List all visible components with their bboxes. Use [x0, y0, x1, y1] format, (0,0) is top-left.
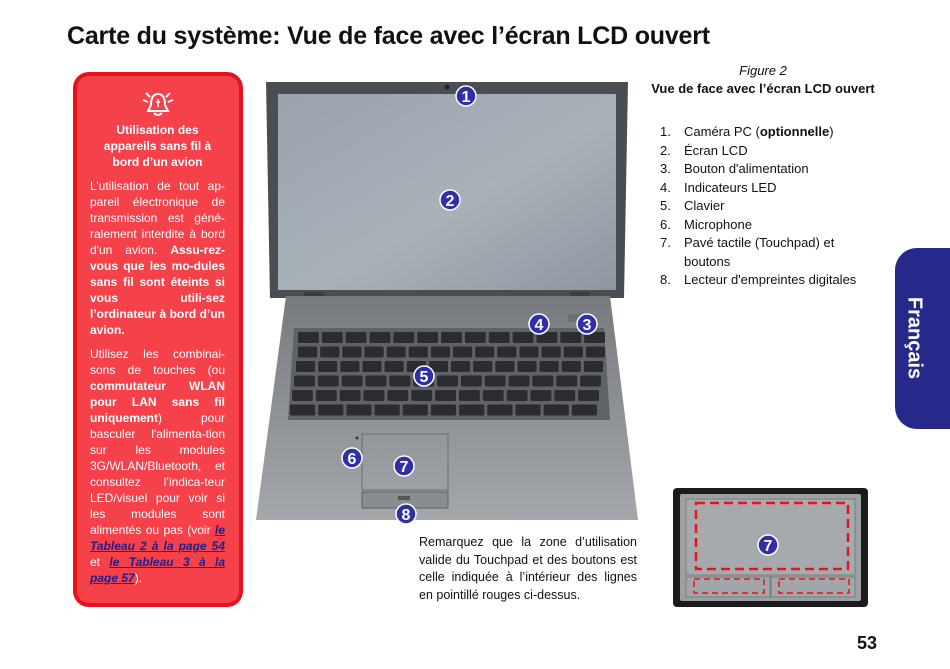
keyboard-key: [294, 376, 315, 387]
keyboard-key: [507, 390, 528, 401]
warning-paragraph-1: [90, 178, 225, 338]
component-label-text: Bouton d'alimentation: [684, 161, 809, 176]
component-label-bold: optionnelle: [759, 124, 830, 139]
keyboard-key: [364, 347, 383, 358]
callout-number: 8: [401, 507, 411, 524]
keyboard-key: [417, 332, 438, 343]
figure-caption: [650, 62, 876, 98]
figure-title: Vue de face avec l’écran LCD ouvert: [651, 81, 875, 96]
component-number: 7.: [660, 235, 671, 250]
keyboard-key: [320, 347, 339, 358]
keyboard-key: [465, 332, 486, 343]
keyboard-key: [459, 390, 480, 401]
component-number: 1.: [660, 124, 671, 139]
microphone-hole: [356, 437, 359, 440]
keyboard-key: [461, 376, 482, 387]
component-label: [684, 123, 834, 142]
keyboard-key: [580, 376, 601, 387]
keyboard-key: [366, 376, 387, 387]
touchpad-left-button: [686, 577, 770, 597]
callout-number: 1: [461, 89, 471, 106]
keyboard-key: [411, 390, 432, 401]
keyboard-key: [519, 347, 538, 358]
callout-number: 2: [445, 193, 455, 210]
keyboard-key: [342, 347, 361, 358]
keyboard-key: [316, 390, 337, 401]
component-label-text: Lecteur d'empreintes digitales: [684, 272, 857, 287]
keyboard-key: [340, 390, 361, 401]
keyboard-key: [346, 332, 367, 343]
laptop-front-image: [252, 74, 644, 526]
keyboard-key: [517, 361, 536, 372]
component-label-text: Microphone: [684, 216, 752, 232]
keyboard-key: [473, 361, 492, 372]
warning-box: [73, 72, 243, 607]
callout-number: 7: [763, 538, 773, 555]
keyboard-key: [530, 390, 551, 401]
keyboard-key: [290, 405, 315, 416]
component-label: [684, 142, 748, 161]
keyboard-key: [584, 361, 603, 372]
component-number: 5.: [660, 198, 671, 213]
component-number: 4.: [660, 179, 671, 195]
keyboard-key: [540, 361, 559, 372]
component-label-text: Clavier: [684, 198, 725, 213]
keyboard-key: [489, 332, 510, 343]
touchpad-inset-image: [672, 487, 869, 608]
keyboard-key: [513, 332, 534, 343]
callout-number: 6: [347, 451, 357, 468]
component-label-text: Caméra PC (: [684, 124, 760, 139]
keyboard-key: [560, 332, 581, 343]
keyboard-key: [495, 361, 514, 372]
component-label: [684, 216, 752, 235]
keyboard-key: [370, 332, 391, 343]
keyboard-key: [572, 405, 597, 416]
keyboard-key: [362, 361, 381, 372]
component-list-item: [660, 160, 870, 179]
component-label: [684, 197, 724, 216]
keyboard-key: [409, 347, 428, 358]
keyboard-key: [318, 405, 343, 416]
component-number: 8.: [660, 272, 671, 287]
keyboard-key: [375, 405, 400, 416]
fingerprint-reader: [398, 496, 410, 500]
component-label: [684, 160, 809, 179]
keyboard-key: [298, 347, 317, 358]
keyboard-key: [453, 347, 472, 358]
keyboard-key: [485, 376, 506, 387]
keyboard-key: [578, 390, 599, 401]
warning-text: ).: [134, 571, 143, 585]
keyboard-key: [387, 347, 406, 358]
warning-text: ) pour basculer l'alimenta-tion sur les modules 3G/WLAN/Bluetooth, et consultez l’indica-teur LED/visuel pour voir si les modules sont alimentés ou pas (voir: [90, 411, 225, 537]
warning-paragraph-2: [90, 346, 225, 586]
component-label: [684, 179, 777, 198]
keyboard-key: [475, 347, 494, 358]
keyboard-key: [431, 347, 450, 358]
component-list-item: [660, 123, 870, 142]
keyboard-key: [385, 361, 404, 372]
keyboard-key: [437, 376, 458, 387]
keyboard-key: [364, 390, 385, 401]
keyboard-key: [403, 405, 428, 416]
touchpad-right-button: [771, 577, 855, 597]
keyboard-key: [342, 376, 363, 387]
keyboard-key: [586, 347, 605, 358]
figure-number: Figure 2: [739, 63, 787, 78]
warning-bold-text: commutateur WLAN pour LAN sans fil uniquement: [90, 379, 225, 425]
table-reference-link[interactable]: le Tableau 3 à la page 57: [90, 555, 225, 585]
table-reference-link[interactable]: le Tableau 2 à la page 54: [90, 523, 225, 553]
component-list-item: [660, 179, 870, 198]
keyboard-key: [564, 347, 583, 358]
keyboard-key: [296, 361, 315, 372]
keyboard-key: [554, 390, 575, 401]
page-number: 53: [857, 633, 878, 653]
keyboard-key: [509, 376, 530, 387]
keyboard-key: [322, 332, 343, 343]
component-list-item: [660, 234, 870, 271]
component-list: [660, 123, 870, 290]
component-label-text: Écran LCD: [684, 142, 748, 158]
keyboard-key: [387, 390, 408, 401]
keyboard-key: [340, 361, 359, 372]
keyboard-key: [298, 332, 319, 343]
keyboard-key: [346, 405, 371, 416]
keyboard-key: [292, 390, 313, 401]
component-number: 3.: [660, 161, 671, 176]
callout-number: 3: [582, 317, 592, 334]
keyboard-key: [393, 332, 414, 343]
page-title: Carte du système: Vue de face avec l’écran LCD ouvert: [67, 22, 710, 50]
callout-number: 4: [534, 317, 544, 334]
keyboard-key: [556, 376, 577, 387]
component-label-text: Pavé tactile (Touchpad) et boutons: [684, 235, 835, 269]
airplane-warning-icon: [140, 90, 176, 118]
component-label: [684, 271, 856, 290]
keyboard-key: [435, 390, 456, 401]
language-tab-label: Français: [903, 296, 926, 380]
keyboard-key: [318, 361, 337, 372]
keyboard-key: [451, 361, 470, 372]
keyboard-key: [483, 390, 504, 401]
component-list-item: [660, 271, 870, 290]
keyboard-key: [459, 405, 484, 416]
webcam: [445, 85, 450, 90]
warning-text: L’utilisation de tout ap-pareil électronique de transmission est géné-ralement interdite à bord d'un avion.: [90, 179, 225, 257]
warning-heading: Utilisation des appareils sans fil à bord d’un avion: [103, 123, 212, 169]
keyboard-key: [431, 405, 456, 416]
callout-number: 5: [419, 369, 429, 386]
keyboard-key: [497, 347, 516, 358]
keyboard-key: [532, 376, 553, 387]
component-number: 2.: [660, 142, 671, 158]
keyboard-key: [544, 405, 569, 416]
callout-number: 7: [399, 459, 409, 476]
keyboard-key: [389, 376, 410, 387]
component-list-item: [660, 142, 870, 161]
touchpad-note: Remarquez que la zone d’utilisation valide du Touchpad et des boutons est celle indiquée à l’intérieur des lignes en pointillé rouges ci-dessus.: [419, 535, 637, 602]
warning-text: Utilisez les combinai-sons de touches (ou: [90, 347, 225, 377]
component-label-text: ): [829, 124, 834, 139]
warning-text: et: [90, 555, 110, 569]
keyboard-key: [542, 347, 561, 358]
component-label: [684, 234, 870, 271]
warning-bold-text: Assu-rez-vous que les mo-dules sans fil sont éteints si vous utili-sez l’ordinateur à bord d’un avion.: [90, 243, 225, 337]
component-list-item: [660, 197, 870, 216]
component-number: 6.: [660, 216, 671, 232]
keyboard-key: [441, 332, 462, 343]
component-list-item: [660, 216, 870, 235]
keyboard-key: [318, 376, 339, 387]
keyboard-key: [487, 405, 512, 416]
keyboard-key: [562, 361, 581, 372]
component-label-text: Indicateurs LED: [684, 179, 777, 195]
keyboard-key: [515, 405, 540, 416]
